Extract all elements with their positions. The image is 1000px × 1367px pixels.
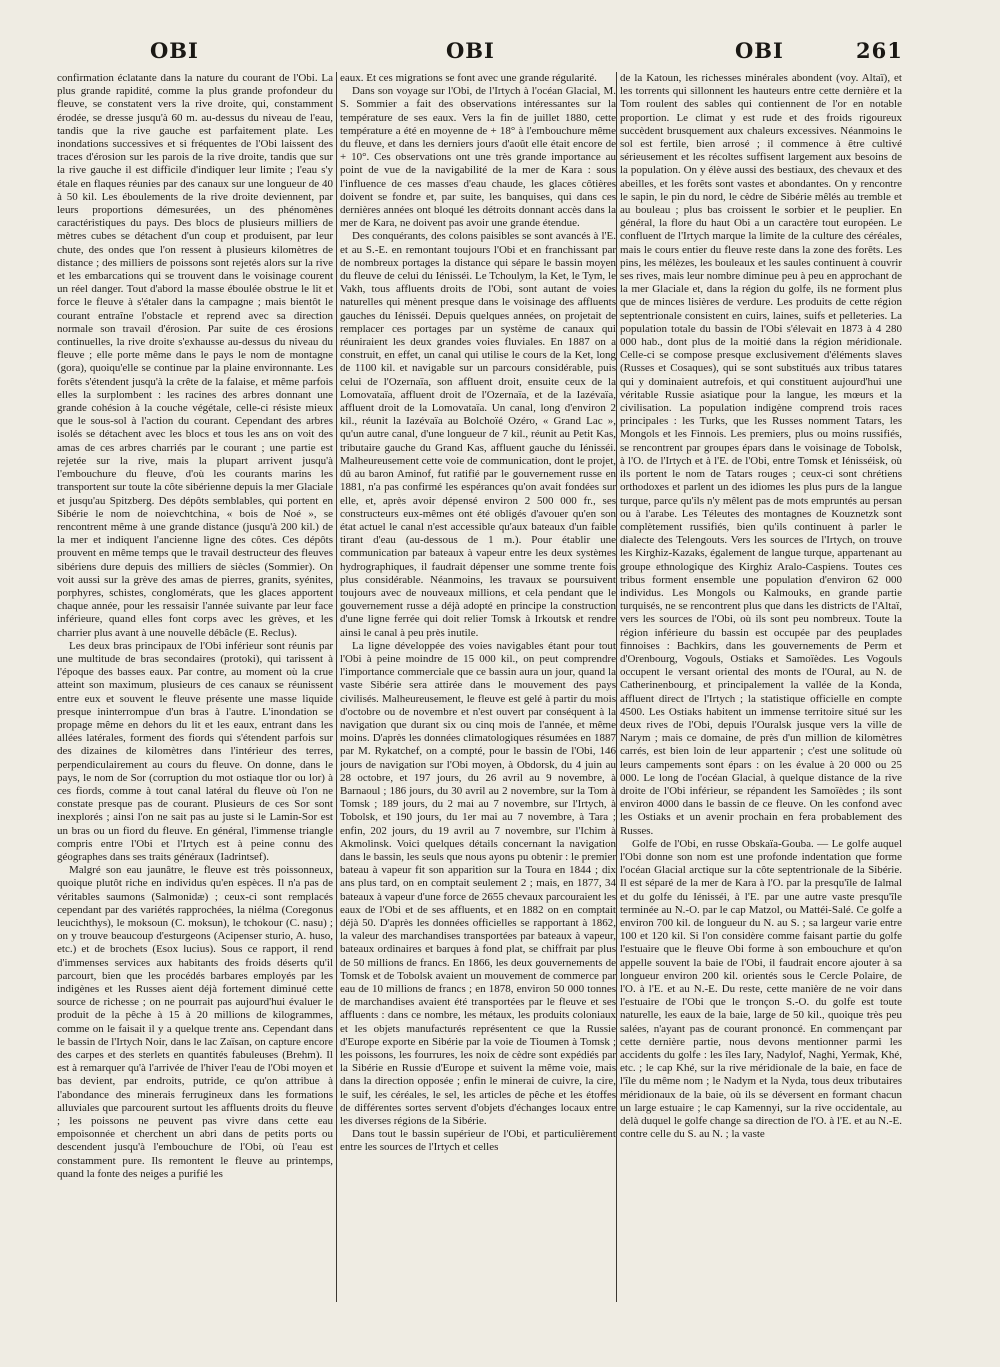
text-column-3	[620, 72, 902, 1352]
paragraph: confirmation éclatante dans la nature du courant de l'Obi. La plus grande rapidité, comme la plus grande profondeur du fleuve, se constatent vers la rive droite, qui, constamment érodée, se dresse jusqu'à 60 m. au-dessus du niveau de l'eau, tandis que la rive gauche est parfaitement plate. Les inondations successives et si fréquentes de l'Obi laissent des traces d'érosion sur les parois de la rive droite, tandis que sur la rive gauche il est difficile d'indiquer leur limite ; l'eau s'y étale en flaques réunies par des canaux sur une longueur de 40 à 50 kil. Les éboulements de la rive droite deviennent, par leurs proportions démesurées, un des phénomènes caractéristiques du pays. Des blocs de plusieurs milliers de mètres cubes se détachent d'un coup et produisent, par leur chute, des ondes que l'on ressent à plusieurs kilomètres de distance ; des milliers de poissons sont rejetés alors sur la rive et les embarcations qui se trouvent dans le voisinage courent un réel danger. Tout d'abord la masse éboulée obstrue le lit et force le fleuve à s'étaler dans la campagne ; mais bientôt le courant entraîne l'obstacle et reprend avec sa direction normale son travail d'érosion. Par suite de ces érosions continuelles, la rive droite s'exhausse au-dessus du niveau du fleuve ; elle porte même dans le pays le nom de montagne (gora), quoiqu'elle se continue par la plaine environnante. Les forêts s'étendent jusqu'à la crête de la falaise, et même parfois elles la surplombent : les racines des arbres donnant une grande cohésion à la couche végétale, celle-ci résiste mieux que le sous-sol à l'action du courant. Cependant des arbres isolés se détachent avec les blocs et tous les ans on voit des amas de ces arbres charriés par le courant ; une partie est rejetée sur la rive, mais la plupart arrivent jusqu'à l'embouchure du fleuve, d'où les courants marins les transportent sur toute la côte sibérienne depuis la mer Glaciale et jusqu'au Spitzberg. Des dépôts semblables, qui portent en Sibérie le nom de noievchtchina, « bois de Noé », se rencontrent même à une grande distance (jusqu'à 200 kil.) de la mer et indiquent l'ancienne ligne des côtes. Ces dépôts prouvent en même temps que le travail destructeur des fleuves sibériens dure depuis des milliers de siècles (Sommier). On voit aussi sur la grève des amas de pierres, granits, syénites, porphyres, schistes, conglomérats, que les glaces apportent chaque année, pour les ressaisir l'année suivante par leur face inférieure, quand elles font corps avec les grèves, et les charrier plus avant à une nouvelle débâcle (E. Reclus).	[57, 72, 333, 639]
paragraph: de la Katoun, les richesses minérales abondent (voy. Altaï), et les torrents qui sillonnent les hauteurs entre cette dernière et la Tom roulent des sables qui contiennent de l'or en notable proportion. Le climat y est rude et des froids rigoureux succèdent brusquement aux chaleurs excessives. Néanmoins le sol est fertile, bien arrosé ; il commence à être cultivé sérieusement et les récoltes suffisent largement aux besoins de la population. On y élève aussi des bestiaux, des chevaux et des abeilles, et les forêts sont vastes et abondantes. On y rencontre le sapin, le pin du nord, le cèdre de Sibérie mêlés au tremble et au bouleau ; plus bas croissent le sorbier et le peuplier. En général, la flore du haut Obi a un caractère tout européen. Le confluent de l'Irtych marque la limite de la culture des céréales, mais le cours entier du fleuve reste dans la zone des forêts. Les pins, les mélèzes, les bouleaux et les saules continuent à couvrir ses rives, mais leur nombre diminue peu à peu en approchant de la mer Glaciale et, dans la région du golfe, ils ne forment plus que de minces lisières de verdure. Les produits de cette région septentrionale consistent en cuirs, laines, suifs et pelleteries. La population totale du bassin de l'Obi s'élevait en 1873 à 4 280 000 hab., dont plus de la moitié dans la région méridionale. Celle-ci se compose presque exclusivement d'éléments slaves (Russes et Cosaques), qui se sont substitués aux tribus tatares qui y dominaient autrefois, et qui constituent aujourd'hui une véritable Russie asiatique pour la langue, les mœurs et la civilisation. La population indigène comprend trois races principales : les Turks, que les Russes nomment Tatars, les Mongols et les Finnois. Les premiers, plus ou moins russifiés, se rencontrent par groupes épars dans le voisinage de Tobolsk, à l'O. de l'Irtych et à l'E. de l'Obi, entre Tomsk et Iénisséisk, où ils portent le nom de Tatars rouges ; ceux-ci sont chrétiens orthodoxes et parlent un des idiomes les plus purs de la langue turque, parce qu'ils n'y mêlent pas de mots empruntés au persan ou à l'arabe. Les Téleutes des montagnes de Kouznetzk sont complètement russifiés, bien qu'ils continuent à parler le dialecte des Telengouts. Vers les sources de l'Irtych, on trouve les Kirghiz-Kazaks, également de langue turque, appartenant au groupe ethnologique des Kirghiz Aralo-Caspiens. Toutes ces tribus forment ensemble une population d'environ 62 000 individus. Les Mongols ou Kalmouks, en grande partie turquisés, ne se rencontrent plus que dans les districts de l'Altaï, vers les sources de l'Obi, où ils sont peu nombreux. Toute la région inférieure du bassin est occupée par des peuplades finnoises : Bachkirs, dans les gouvernements de Perm et d'Orenbourg, Vogouls, Ostiaks et Samoïèdes. Les Vogouls occupent le versant oriental des monts de l'Oural, au N. de Catherinenbourg, et principalement la vallée de la Konda, affluent direct de l'Irtych ; la statistique officielle en compte 4500. Les Ostiaks habitent un immense territoire situé sur les deux rives de l'Obi, depuis l'Ouralsk jusque vers la ville de Narym ; mais ce domaine, de près d'un million de kilomètres carrés, est bien loin de leur appartenir ; c'est une solitude où leurs campements sont épars : on les évalue à 20 000 ou 25 000. Le long de l'océan Glacial, à quelque distance de la rive droite de l'Obi inférieur, se répandent les Samoïèdes ; ils sont environ 4000 dans le bassin de ce fleuve. On les confond avec les Ostiaks et un avenir prochain en fera probablement des Russes.	[620, 72, 902, 837]
paragraph: Golfe de l'Obi, en russe Obskaïa-Gouba. — Le golfe auquel l'Obi donne son nom est une profonde indentation que forme l'océan Glacial arctique sur la côte septentrionale de la Sibérie. Il est séparé de la mer de Kara à l'O. par la presqu'île de Ialmal et du golfe du Iénisséi, à l'E. par une autre vaste presqu'île terminée au N.-O. par le cap Matzol, ou Mattéi-Salé. Ce golfe a environ 700 kil. de longueur du N. au S. ; sa largeur varie entre 100 et 120 kil. Si l'on considère comme faisant partie du golfe l'estuaire que le fleuve Obi forme à son embouchure et qu'on appelle souvent la baie de l'Obi, il faudrait encore ajouter à sa longueur environ 200 kil. orientés sous le Cercle Polaire, de l'O. à l'E. et au N.-E. Du reste, cette manière de ne voir dans l'estuaire de l'Obi que le tronçon S.-O. du golfe est toute naturelle, les eaux de la baie, large de 50 kil., quoique très peu salées, n'ayant pas de courant prononcé. En commençant par cette dernière partie, nous devons mentionner parmi les accidents du golfe : les îles Iary, Nadylof, Naghi, Yermak, Khé, etc. ; le cap Khé, sur la rive méridionale de la baie, en face de l'île du même nom ; le Nadym et la Nyda, tous deux tributaires méridionaux de la baie, où ils se déversent en formant chacun un large estuaire ; le cap Kamennyi, sur la rive occidentale, au delà duquel le golfe change sa direction de l'O. à l'E. et au N.-E. contre celle du S. au N. ; la vaste	[620, 837, 902, 1141]
running-head-center: OBI	[446, 38, 495, 63]
column-divider	[336, 72, 337, 1302]
paragraph: Des conquérants, des colons paisibles se sont avancés à l'E. et au S.-E. en remontant toujours l'Obi et en franchissant par de nombreux portages la distance qui sépare le bassin moyen du fleuve de celui du Iénisséi. Le Tchoulym, la Ket, le Tym, le Vakh, tous affluents droits de l'Obi, sont autant de voies naturelles qui mènent presque dans le voisinage des affluents gauches du Iénisséi. Depuis quelques années, on projetait de remplacer ces portages par un système de canaux qui réuniraient les deux grandes voies fluviales. En 1887 on a construit, en effet, un canal qui utilise le cours de la Ket, long de 1100 kil. et navigable sur un parcours considérable, puis celui de l'Ozernaïa, son affluent droit, ensuite ceux de la Lomovataïa, affluent droit de l'Ozernaïa, et de la Iazévaïa, affluent droit de la Lomovataïa. Un canal, long d'environ 2 kil., réunit la Iazévaïa au Bolchoïé Ozéro, « Grand Lac », qu'un autre canal, d'une longueur de 7 kil., réunit au Petit Kas, tributaire gauche du Grand Kas, affluent gauche du Iénisséi. Malheureusement cette voie de communication, dont le projet, dû au baron Aminof, fut ratifié par le gouvernement russe en 1881, n'a pas confirmé les espérances qu'on avait fondées sur elle, et, après avoir dépensé environ 2 500 000 fr., ses constructeurs eux-mêmes ont été obligés d'avouer qu'en son état actuel le canal n'est accessible qu'aux bateaux d'un faible tirant d'eau (au-dessous de 1 m.). Pour établir une communication par bateaux à vapeur entre les deux systèmes hydrographiques, il faudrait dépenser une somme trente fois plus considérable. Néanmoins, les travaux se poursuivent toujours avec de nouveaux millions, et cela pendant que le gouvernement russe a déjà adopté en principe la construction d'une ligne ferrée qui doit relier Tomsk à Irkoutsk et rendre ainsi le canal à peu près inutile.	[340, 230, 616, 639]
page-number: 261	[856, 38, 903, 63]
running-head-right: OBI	[735, 38, 784, 63]
paragraph: Dans tout le bassin supérieur de l'Obi, et particulièrement entre les sources de l'Irtych et celles	[340, 1128, 616, 1154]
text-column-2	[340, 72, 616, 1352]
paragraph: La ligne développée des voies navigables étant pour tout l'Obi à peine moindre de 15 000 kil., on peut comprendre l'importance commerciale que ce bassin aura un jour, quand la vaste Sibérie sera attirée dans le mouvement des pays civilisés. Malheureusement, le fleuve est gelé à partir du mois d'octobre ou de novembre et n'est ouvert par conséquent à la navigation que durant six ou cinq mois de l'année, et même moins. D'après les données climatologiques résumées en 1887 par M. Rykatchef, on a compté, pour le bassin de l'Obi, 146 jours de navigation sur l'Obi moyen, à Obdorsk, du 4 juin au 28 octobre, et 197 jours, du 26 avril au 9 novembre, à Barnaoul ; 186 jours, du 30 avril au 2 novembre, sur la Tom à Tomsk ; 189 jours, du 2 mai au 7 novembre, sur l'Irtych, à Tobolsk, et 190 jours, du 1er mai au 7 novembre, à Tara ; enfin, 202 jours, du 19 avril au 7 novembre, sur l'Ichim à Akmolinsk. Voici quelques détails concernant la navigation dans le bassin, les seuls que nous ayons pu obtenir : le premier bateau à vapeur fit son apparition sur la Toura en 1844 ; dix ans plus tard, on en comptait seulement 2 ; mais, en 1877, 34 bateaux à vapeur d'une force de 2655 chevaux parcouraient les eaux de l'Obi et de ses affluents, et en 1882 on en comptait déjà 50. D'après les données officielles se rapportant à 1862, la valeur des marchandises transportées par bateaux à vapeur, bateaux ordinaires et barques à fond plat, se chiffrait par plus de 50 millions de francs. En 1866, les deux gouvernements de Tomsk et de Tobolsk avaient un mouvement de commerce par eau de 10 millions de francs ; en 1878, environ 50 000 tonnes de marchandises avaient été transportées par le fleuve et ses affluents : dans ce nombre, les métaux, les produits coloniaux et les objets manufacturés représentent ce que la Russie d'Europe exporte en Sibérie par la voie de Tioumen à Tomsk ; les poissons, les fourrures, les noix de cèdre sont expédiés par la Sibérie en Russie d'Europe et suivent la même voie, mais dans la direction opposée ; enfin le minerai de cuivre, la cire, le suif, les céréales, le sel, les articles de pêche et les étoffes de différentes sortes servent d'objets d'échanges locaux entre les diverses régions de la Sibérie.	[340, 639, 616, 1128]
paragraph: Les deux bras principaux de l'Obi inférieur sont réunis par une multitude de bras secondaires (protoki), qui tarissent à l'époque des basses eaux. Par contre, au moment où la crue atteint son maximum, plusieurs de ces canaux se réunissent entre eux et souvent le fleuve présente une masse liquide presque ininterrompue d'un bras à l'autre. L'inondation se propage même en dehors du lit et les eaux, entrant dans les allées latérales, forment des fiords qui s'étendent parfois sur des dizaines de kilomètres dans l'intérieur des terres, perpendiculairement au cours du fleuve. On donne, dans le pays, le nom de Sor (corruption du mot ostiaque tlor ou lor) à ces fiords, comme à tout canal latéral du fleuve où l'on ne constate presque pas de courant. Plusieurs de ces Sor sont inexplorés ; ainsi l'on ne sait pas au juste si le Lamin-Sor est un bras ou un fiord du fleuve. En général, l'immense triangle compris entre l'Obi et l'Irtych est à peine connu des géographes dans ses traits généraux (Iadrintsef).	[57, 639, 333, 863]
running-head-left: OBI	[150, 38, 199, 63]
text-column-1	[57, 72, 333, 1352]
paragraph: Dans son voyage sur l'Obi, de l'Irtych à l'océan Glacial, M. S. Sommier a fait des observations intéressantes sur la température de ses eaux. Vers la fin de juillet 1880, cette température a été en moyenne de + 18° à l'embouchure même du fleuve, et dans les derniers jours d'août elle était encore de + 10°. Ces observations ont une très grande importance au point de vue de la navigabilité de la mer de Kara : sous l'influence de ces masses d'eau chaude, les glaces côtières doivent se fondre et, par suite, les banquises, qui dans ces dernières années ont bloqué les détroits donnant accès dans la mer de Kara, ne doivent pas avoir une grande étendue.	[340, 85, 616, 230]
column-divider	[616, 72, 617, 1302]
paragraph: eaux. Et ces migrations se font avec une grande régularité.	[340, 72, 597, 84]
paragraph: Malgré son eau jaunâtre, le fleuve est très poissonneux, quoique plutôt riche en individus qu'en espèces. Il n'a pas de véritables saumons (Salmonidæ) ; ceux-ci sont remplacés cependant par des variétés rapprochées, la niélma (Coregonus leucichthys), le moksoun (C. moksun), le tchokour (C. nasu) ; on y trouve beaucoup d'esturgeons (Acipenser sturio, A. huso, etc.) et de brochets (Esox lucius). Sous ce rapport, il rend d'immenses services aux habitants des froids déserts qu'il parcourt, bien que les procédés barbares employés par les indigènes et les Russes aient déjà fortement diminué cette source de richesse ; on ne pourrait pas aujourd'hui évaluer le produit de la pêche à 15 à 20 millions de kilogrammes, comme on le faisait il y a quelque trente ans. Cependant dans le bassin de l'Irtych Noir, dans le lac Zaïsan, on capture encore des carpes et des sterlets en quantités fabuleuses (Brehm). Il est à remarquer qu'à l'arrivée de l'hiver l'eau de l'Obi moyen et bas devient, par endroits, putride, ce qu'on attribue à l'abondance des minerais ferrugineux dans les formations alluviales que parcourent surtout les affluents droits du fleuve ; les poissons ne peuvent pas vivre dans cette eau empoisonnée et cherchent un abri dans de petits ports ou descendent jusqu'à l'embouchure de l'Obi, où l'eau est constamment pure. Ils remontent le fleuve au printemps, quand la fonte des neiges a purifié les	[57, 864, 333, 1180]
